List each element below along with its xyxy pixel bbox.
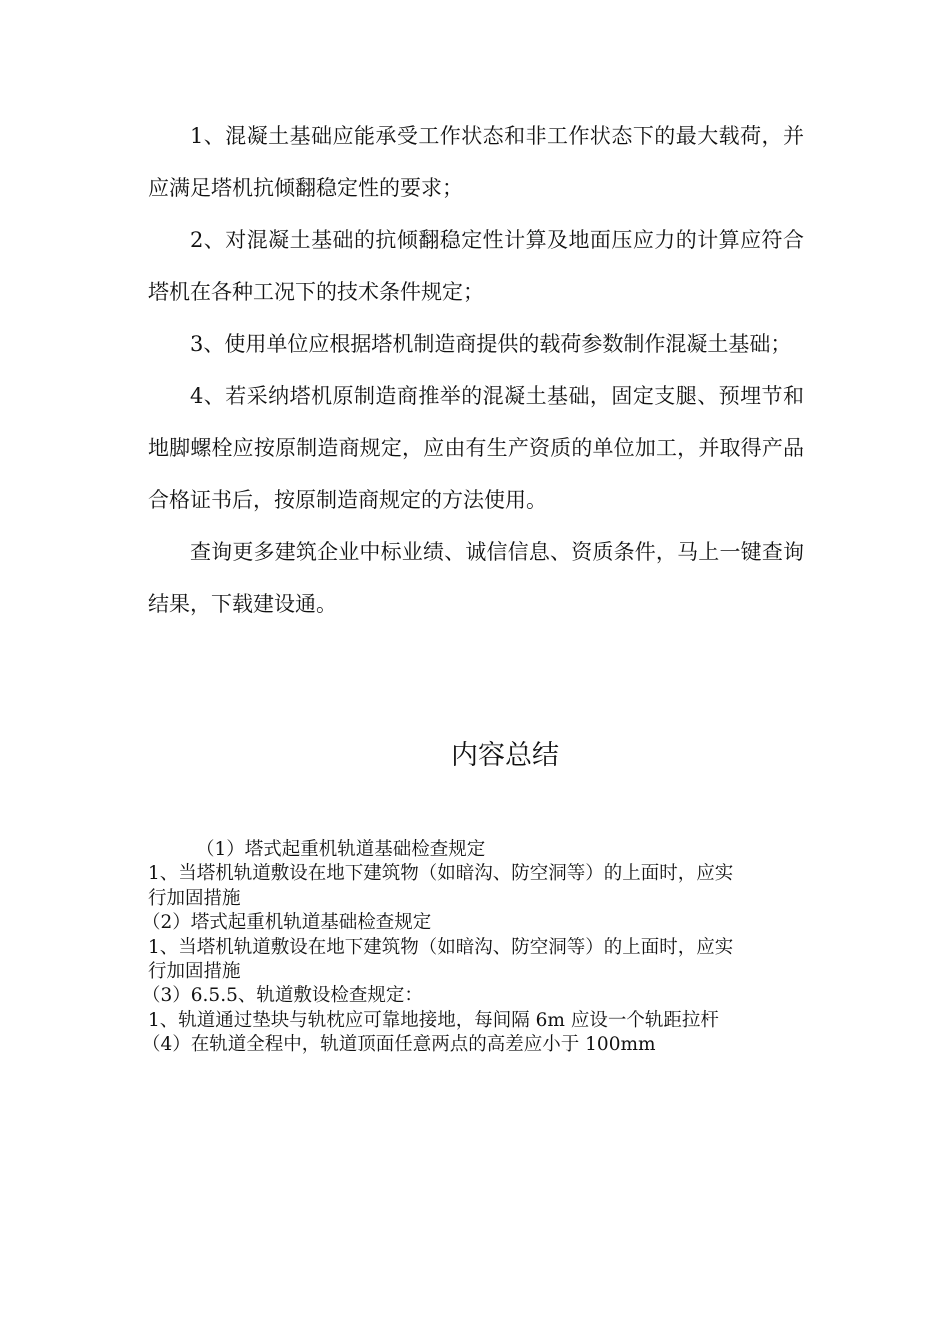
paragraph-5: 查询更多建筑企业中标业绩、诚信信息、资质条件，马上一键查询结果，下载建设通。 <box>148 540 804 616</box>
summary-line: （3）6.5.5、轨道敷设检查规定： <box>142 985 423 1007</box>
summary-line: （1）塔式起重机轨道基础检查规定 <box>196 839 486 860</box>
paragraph-3: 3、使用单位应根据塔机制造商提供的载荷参数制作混凝土基础； <box>190 332 792 356</box>
paragraph-1: 1、混凝土基础应能承受工作状态和非工作状态下的最大载荷，并应满足塔机抗倾翻稳定性的要求； <box>148 124 804 200</box>
summary-line: 1、当塔机轨道敷设在地下建筑物（如暗沟、防空洞等）的上面时，应实 <box>148 863 734 885</box>
summary-block <box>142 838 813 1058</box>
summary-line: （4）在轨道全程中，轨道顶面任意两点的高差应小于 100mm <box>142 1034 656 1056</box>
summary-line: （2）塔式起重机轨道基础检查规定 <box>142 912 432 934</box>
summary-line: 行加固措施 <box>148 961 241 983</box>
paragraph-4: 4、若采纳塔机原制造商推举的混凝土基础，固定支腿、预埋节和地脚螺栓应按原制造商规定，应由有生产资质的单位加工，并取得产品合格证书后，按原制造商规定的方法使用。 <box>148 384 804 512</box>
summary-line: 1、轨道通过垫块与轨枕应可靠地接地，每间隔 6m 应设一个轨距拉杆 <box>148 1009 719 1031</box>
summary-line: 1、当塔机轨道敷设在地下建筑物（如暗沟、防空洞等）的上面时，应实 <box>148 936 734 958</box>
summary-line: 行加固措施 <box>148 887 241 909</box>
paragraph-2: 2、对混凝土基础的抗倾翻稳定性计算及地面压应力的计算应符合塔机在各种工况下的技术条件规定； <box>148 228 804 304</box>
summary-title: 内容总结 <box>451 740 559 771</box>
body-text <box>148 110 804 630</box>
